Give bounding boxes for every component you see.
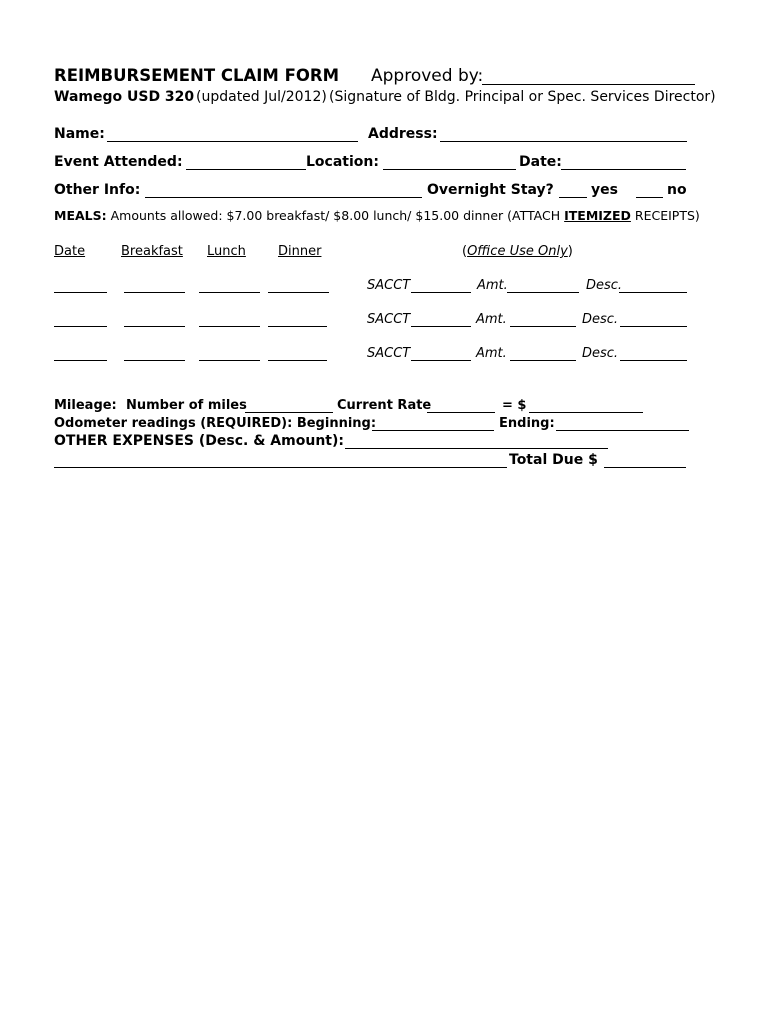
meal-row-1-sacct-label: SACCT: [367, 278, 411, 293]
meal-row-1-dinner[interactable]: [268, 292, 329, 293]
meal-row-3-sacct-label: SACCT: [367, 346, 411, 361]
meals-colon: :: [101, 208, 107, 223]
overnight-yes-field[interactable]: [559, 197, 587, 198]
meal-row-2-dinner[interactable]: [268, 326, 327, 327]
meal-row-1-breakfast[interactable]: [124, 292, 185, 293]
meal-row-3-breakfast[interactable]: [124, 360, 185, 361]
meal-row-3-desc-field[interactable]: [620, 360, 687, 361]
meals-line: [54, 210, 700, 223]
location-label: Location:: [306, 154, 379, 170]
odometer-ending-field[interactable]: [556, 430, 689, 431]
event-attended-field[interactable]: [186, 169, 306, 170]
meal-row-1-desc-label: Desc.: [586, 278, 623, 293]
current-rate-label: Current Rate: [337, 398, 432, 413]
overnight-no-label: no: [667, 182, 687, 198]
meal-row-3-date[interactable]: [54, 360, 107, 361]
meal-row-2-date[interactable]: [54, 326, 107, 327]
meal-row-2-amt-field[interactable]: [510, 326, 576, 327]
meals-itemized: ITEMIZED: [564, 208, 631, 223]
signature-note: (Signature of Bldg. Principal or Spec. Services Director): [329, 89, 716, 105]
meals-receipts: RECEIPTS): [634, 208, 700, 223]
office-use-header: [462, 245, 573, 258]
approved-by-label: Approved by:: [371, 66, 484, 86]
meal-row-2-lunch[interactable]: [199, 326, 260, 327]
other-expenses-line-2[interactable]: [54, 467, 507, 468]
meals-allowed-text: Amounts allowed: $7.00 breakfast/ $8.00 lunch/ $15.00 dinner (ATTACH: [110, 208, 561, 223]
meal-row-1-sacct-field[interactable]: [411, 292, 471, 293]
odometer-beginning-field[interactable]: [372, 430, 494, 431]
meal-row-1-amt-field[interactable]: [507, 292, 579, 293]
meal-row-1-amt-label: Amt.: [477, 278, 508, 293]
meal-row-3-sacct-field[interactable]: [411, 360, 471, 361]
col-date: Date: [54, 244, 86, 259]
meal-row-3-amt-label: Amt.: [476, 346, 507, 361]
total-due-field[interactable]: [604, 467, 686, 468]
other-info-field[interactable]: [145, 197, 422, 198]
meal-row-3-lunch[interactable]: [199, 360, 260, 361]
overnight-stay-label: Overnight Stay?: [427, 182, 554, 198]
meal-row-2-amt-label: Amt.: [476, 312, 507, 327]
address-field[interactable]: [440, 141, 687, 142]
meal-row-1-lunch[interactable]: [199, 292, 260, 293]
form-title: REIMBURSEMENT CLAIM FORM: [54, 66, 339, 85]
meal-row-1-desc-field[interactable]: [619, 292, 687, 293]
meal-row-1-date[interactable]: [54, 292, 107, 293]
current-rate-field[interactable]: [427, 412, 495, 413]
meal-row-2-sacct-field[interactable]: [411, 326, 471, 327]
mileage-label: Mileage:: [54, 398, 117, 413]
meal-row-3-dinner[interactable]: [268, 360, 327, 361]
meal-row-2-desc-label: Desc.: [582, 312, 619, 327]
office-use-label: Office Use Only: [467, 244, 568, 259]
meal-row-2-desc-field[interactable]: [620, 326, 687, 327]
overnight-no-field[interactable]: [636, 197, 663, 198]
event-attended-label: Event Attended:: [54, 154, 183, 170]
office-use-open: (: [462, 244, 468, 259]
name-label: Name:: [54, 126, 105, 142]
updated-note: (updated Jul/2012): [196, 89, 327, 105]
meal-row-2-sacct-label: SACCT: [367, 312, 411, 327]
col-breakfast: Breakfast: [121, 244, 183, 259]
district-name: Wamego USD 320: [54, 89, 195, 105]
meal-row-3-amt-field[interactable]: [510, 360, 576, 361]
office-use-close: ): [567, 244, 573, 259]
name-field[interactable]: [107, 141, 358, 142]
mileage-equals-label: = $: [502, 398, 527, 413]
total-due-label: Total Due $: [509, 452, 598, 468]
number-of-miles-field[interactable]: [245, 412, 333, 413]
location-field[interactable]: [383, 169, 516, 170]
col-lunch: Lunch: [207, 244, 246, 259]
meal-row-3-desc-label: Desc.: [582, 346, 619, 361]
number-of-miles-label: Number of miles: [126, 398, 247, 413]
other-expenses-label: OTHER EXPENSES (Desc. & Amount):: [54, 433, 344, 449]
overnight-yes-label: yes: [591, 182, 618, 198]
other-expenses-field[interactable]: [345, 448, 608, 449]
meal-row-2-breakfast[interactable]: [124, 326, 185, 327]
meals-label: MEALS: [54, 208, 102, 223]
date-label: Date:: [519, 154, 562, 170]
col-dinner: Dinner: [278, 244, 322, 259]
approved-by-signature-line[interactable]: [482, 84, 695, 85]
mileage-amount-field[interactable]: [529, 412, 643, 413]
odometer-ending-label: Ending:: [499, 416, 555, 431]
odometer-label: Odometer readings (REQUIRED): Beginning:: [54, 416, 377, 431]
date-field[interactable]: [561, 169, 686, 170]
address-label: Address:: [368, 126, 438, 142]
other-info-label: Other Info:: [54, 182, 141, 198]
